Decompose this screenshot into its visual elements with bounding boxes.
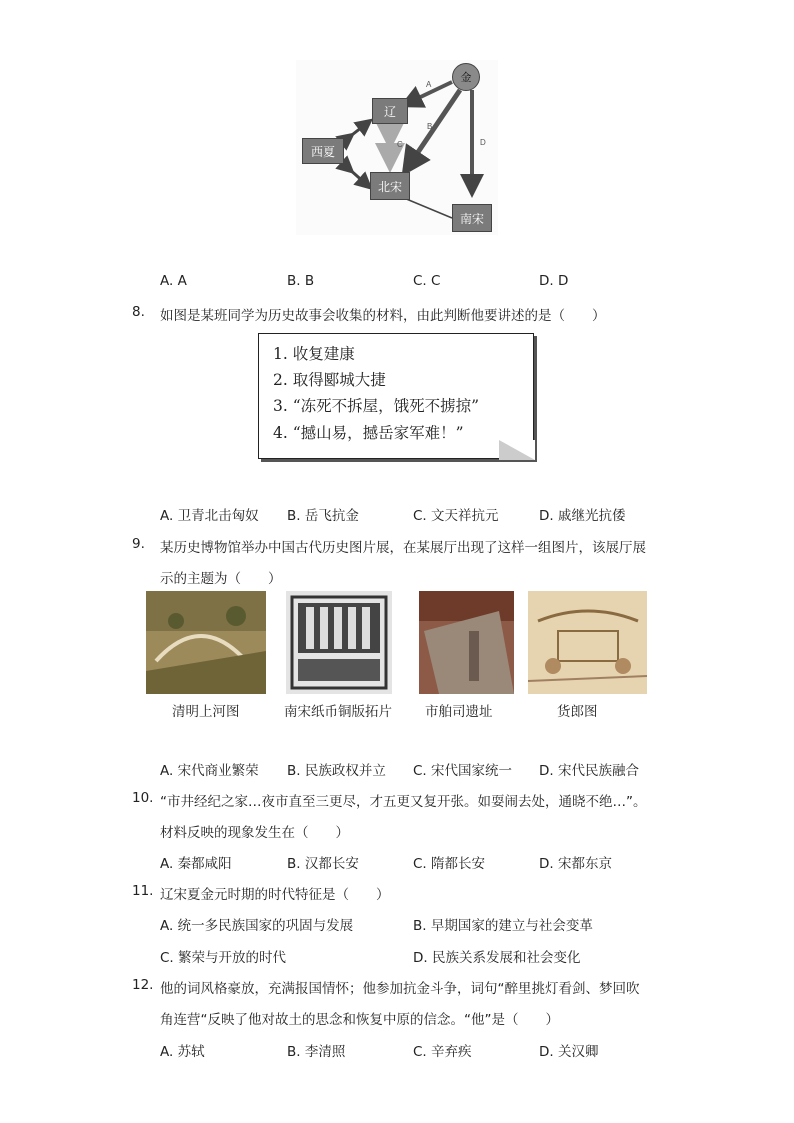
q12-option-b[interactable]: B. 李清照 xyxy=(287,1044,346,1060)
q11-number: 11. xyxy=(132,883,154,899)
q7-option-b[interactable]: B. B xyxy=(287,273,315,289)
note-line-1: 1. 收复建康 xyxy=(273,345,355,363)
arrow-xixia-beisong xyxy=(348,168,366,184)
line-beisong-nansong xyxy=(404,198,452,218)
q12-option-c[interactable]: C. 辛弃疾 xyxy=(413,1044,472,1060)
q12-text-line2: 角连营“反映了他对故土的思念和恢复中原的信念。“他”是（ ） xyxy=(160,1012,559,1028)
label-b: B xyxy=(427,122,433,131)
node-xixia: 西夏 xyxy=(302,138,344,164)
q7-option-a[interactable]: A. A xyxy=(160,273,187,289)
note-line-2: 2. 取得郾城大捷 xyxy=(273,371,386,389)
note-line-4: 4. “撼山易，撼岳家军难！” xyxy=(273,424,464,442)
caption-paper-money: 南宋纸币铜版拓片 xyxy=(284,704,392,720)
node-jin: 金 xyxy=(452,63,480,91)
q8-option-c[interactable]: C. 文天祥抗元 xyxy=(413,508,499,524)
q9-option-d[interactable]: D. 宋代民族融合 xyxy=(539,763,639,779)
q11-option-c[interactable]: C. 繁荣与开放的时代 xyxy=(160,950,287,966)
q9-option-b[interactable]: B. 民族政权并立 xyxy=(287,763,386,779)
arrow-xixia-liao xyxy=(348,124,366,138)
q11-option-d[interactable]: D. 民族关系发展和社会变化 xyxy=(413,950,581,966)
q12-option-d[interactable]: D. 关汉卿 xyxy=(539,1044,599,1060)
node-beisong: 北宋 xyxy=(370,172,410,200)
q8-note-box xyxy=(258,333,534,459)
q10-number: 10. xyxy=(132,790,154,806)
paper-money-rubbing-image xyxy=(286,591,392,694)
caption-shibosi: 市舶司遗址 xyxy=(425,704,493,720)
node-nansong: 南宋 xyxy=(452,204,492,232)
q7-option-d[interactable]: D. D xyxy=(539,273,569,289)
q9-option-c[interactable]: C. 宋代国家统一 xyxy=(413,763,513,779)
q8-option-b[interactable]: B. 岳飞抗金 xyxy=(287,508,359,524)
q12-text-line1: 他的词风格豪放，充满报国情怀；他参加抗金斗争，词句“醉里挑灯看剑、梦回吹 xyxy=(160,981,640,997)
huolang-painting-image xyxy=(528,591,647,694)
q12-number: 12. xyxy=(132,977,154,993)
q8-number: 8. xyxy=(132,304,145,320)
q11-text: 辽宋夏金元时期的时代特征是（ ） xyxy=(160,887,390,903)
q10-option-d[interactable]: D. 宋都东京 xyxy=(539,856,612,872)
q10-option-a[interactable]: A. 秦都咸阳 xyxy=(160,856,232,872)
q11-option-a[interactable]: A. 统一多民族国家的巩固与发展 xyxy=(160,918,354,934)
q9-number: 9. xyxy=(132,536,145,552)
q10-option-b[interactable]: B. 汉都长安 xyxy=(287,856,359,872)
note-line-3: 3. “冻死不拆屋，饿死不掳掠” xyxy=(273,397,480,415)
q10-text-line1: “市井经纪之家…夜市直至三更尽，才五更又复开张。如耍闹去处，通晓不绝…”。 xyxy=(160,794,647,810)
map-diagram xyxy=(296,60,498,235)
q10-text-line2: 材料反映的现象发生在（ ） xyxy=(160,825,349,841)
qingming-painting-image xyxy=(146,591,266,694)
q8-option-a[interactable]: A. 卫青北击匈奴 xyxy=(160,508,259,524)
q10-option-c[interactable]: C. 隋都长安 xyxy=(413,856,486,872)
caption-huolang: 货郎图 xyxy=(557,704,598,720)
q9-text-line2: 示的主题为（ ） xyxy=(160,571,282,587)
note-fold-corner xyxy=(499,440,535,460)
q11-option-b[interactable]: B. 早期国家的建立与社会变革 xyxy=(413,918,593,934)
q12-option-a[interactable]: A. 苏轼 xyxy=(160,1044,205,1060)
label-d: D xyxy=(480,138,486,147)
label-a: A xyxy=(426,80,432,89)
caption-qingming: 清明上河图 xyxy=(172,704,240,720)
node-liao: 辽 xyxy=(372,98,408,124)
q8-option-d[interactable]: D. 戚继光抗倭 xyxy=(539,508,626,524)
shibosi-site-image xyxy=(419,591,514,694)
q9-text-line1: 某历史博物馆举办中国古代历史图片展，在某展厅出现了这样一组图片，该展厅展 xyxy=(160,540,646,556)
label-c: C xyxy=(397,140,403,149)
arrow-b xyxy=(410,90,460,164)
q9-option-a[interactable]: A. 宋代商业繁荣 xyxy=(160,763,259,779)
q7-option-c[interactable]: C. C xyxy=(413,273,441,289)
q8-text: 如图是某班同学为历史故事会收集的材料，由此判断他要讲述的是（ ） xyxy=(160,308,606,324)
